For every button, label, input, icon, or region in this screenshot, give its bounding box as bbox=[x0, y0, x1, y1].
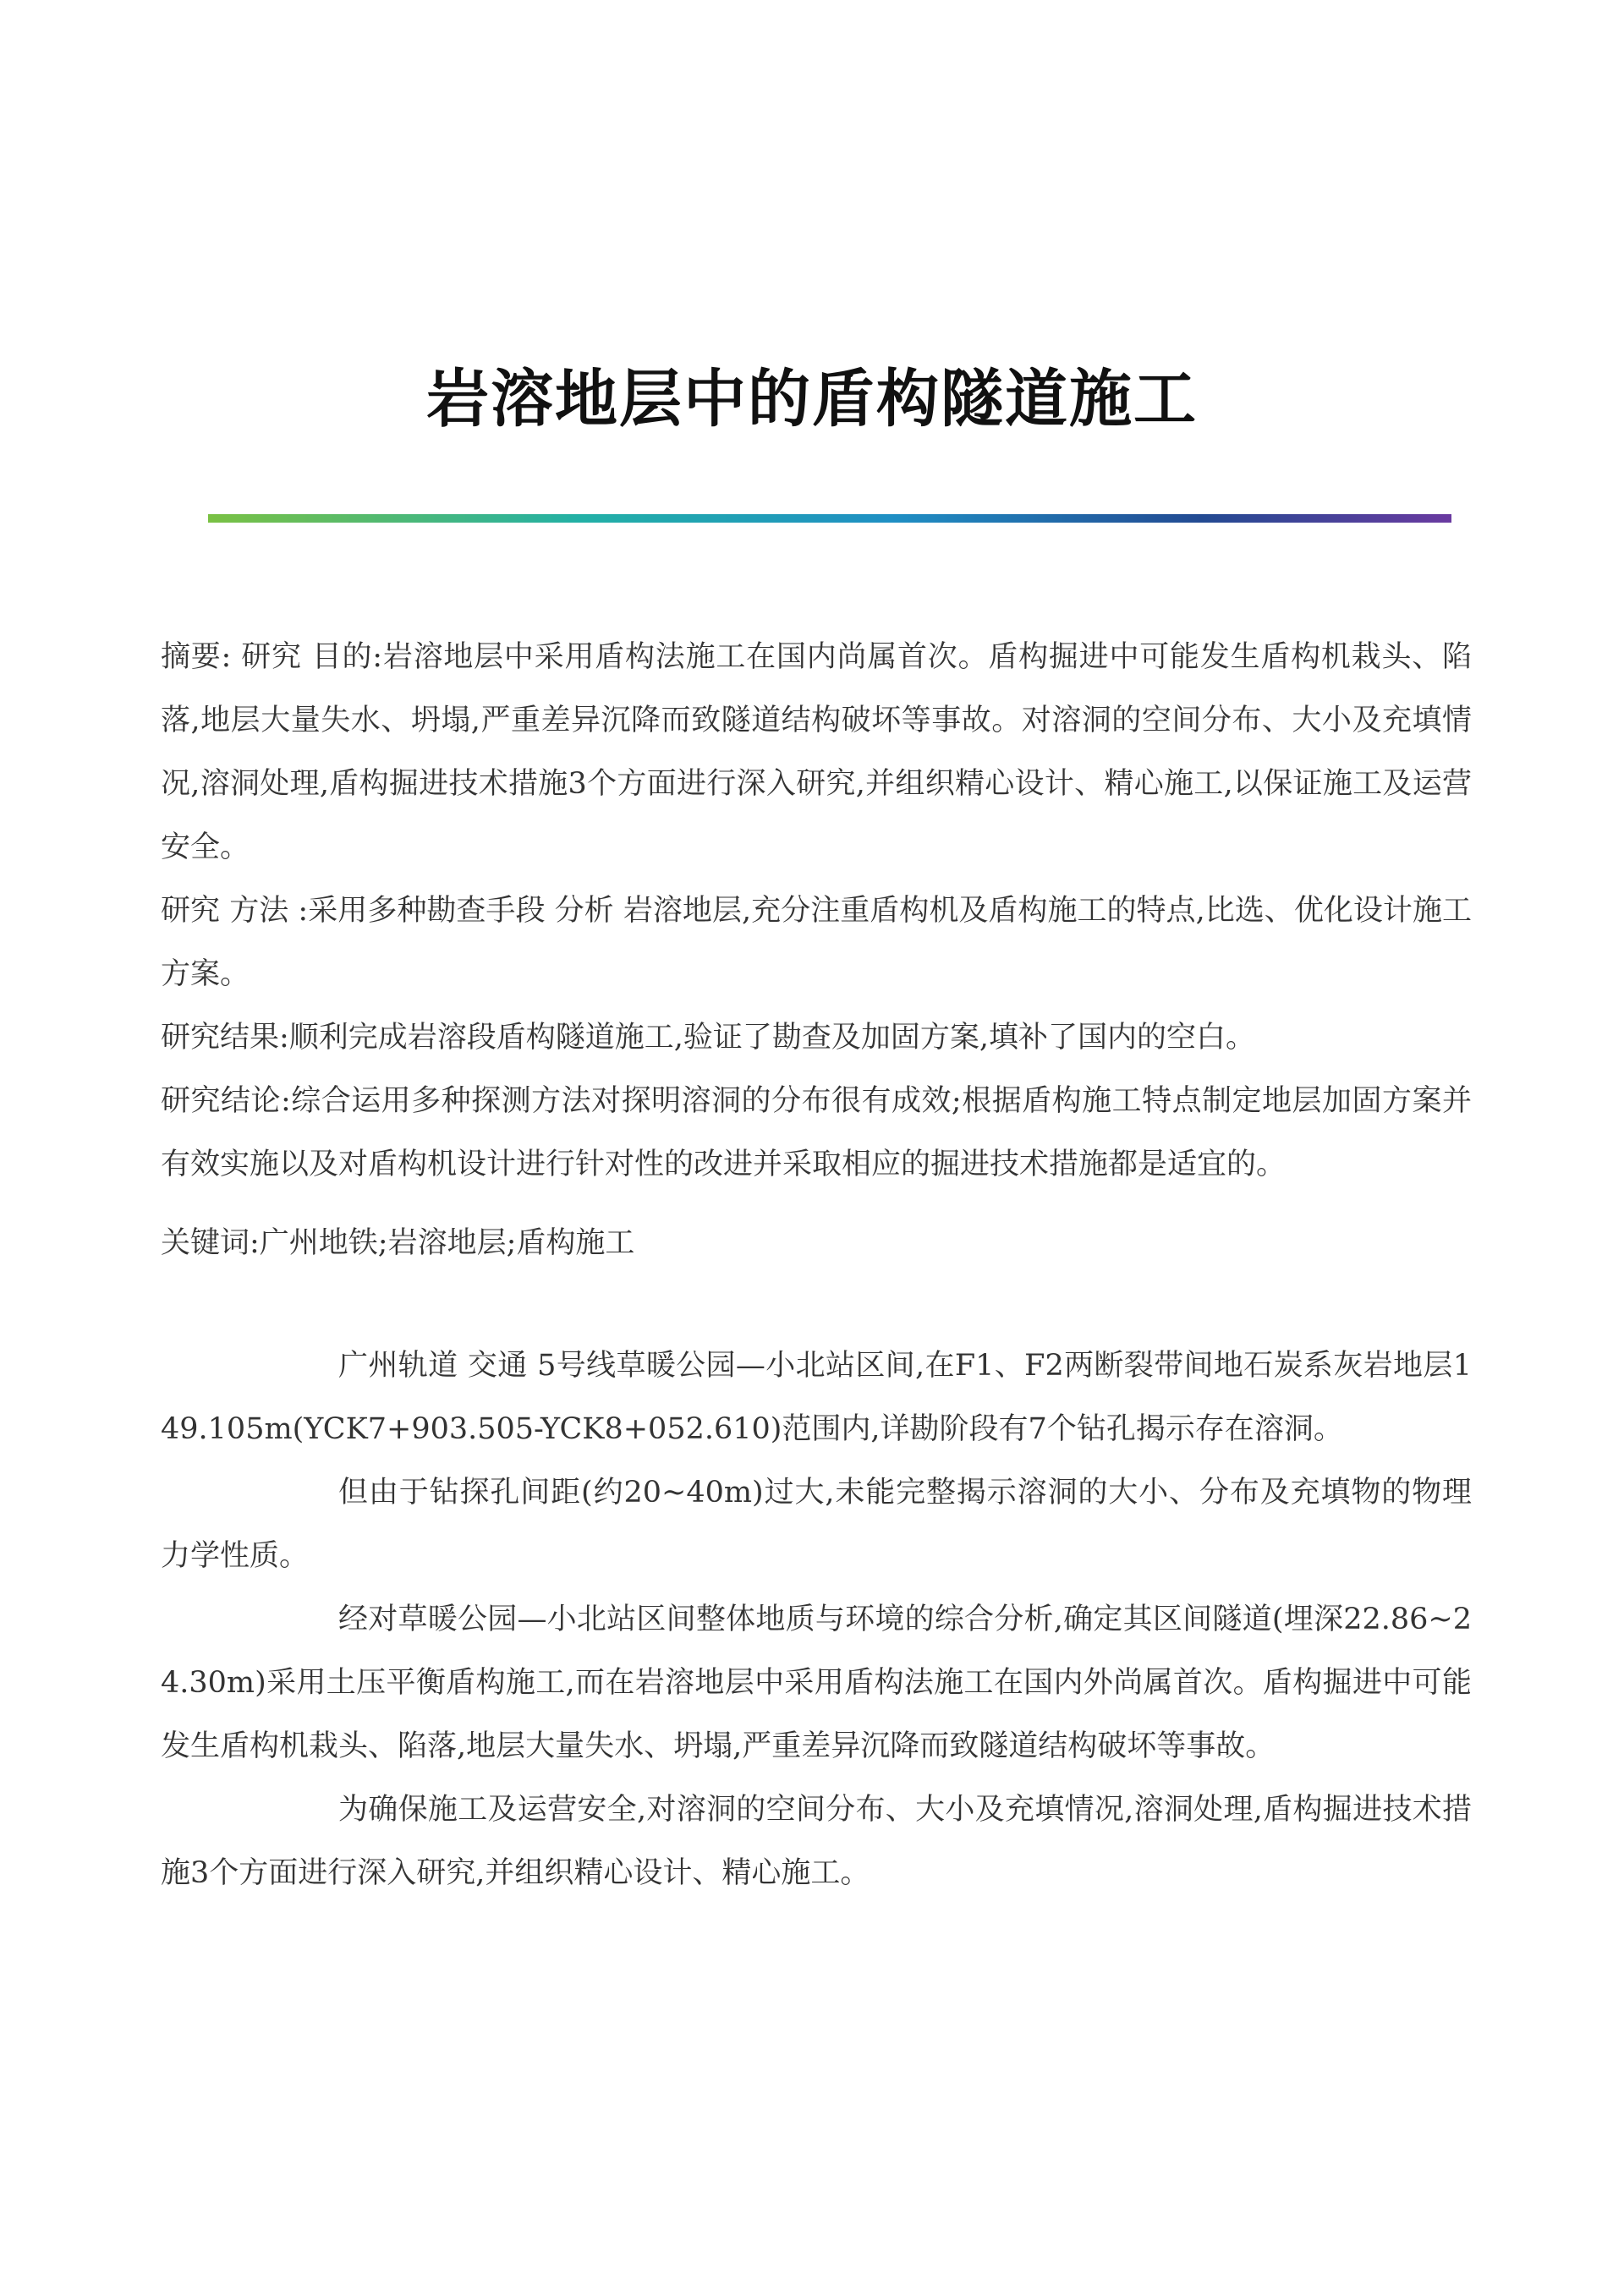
body-paragraph: 为确保施工及运营安全,对溶洞的空间分布、大小及充填情况,溶洞处理,盾构掘进技术措施3个方面进行深入研究,并组织精心设计、精心施工。 bbox=[161, 1793, 1472, 1890]
abstract-summary: 摘要: 研究 目的:岩溶地层中采用盾构法施工在国内尚属首次。盾构掘进中可能发生盾构机栽头、陷落,地层大量失水、坍塌,严重差异沉降而致隧道结构破坏等事故。对溶洞的空间分布、大小及充填情况,溶洞处理,盾构掘进技术措施3个方面进行深入研究,并组织精心设计、精心施工,以保证施工及运营安全。 bbox=[161, 640, 1472, 864]
body-paragraph: 但由于钻探孔间距(约20~40m)过大,未能完整揭示溶洞的大小、分布及充填物的物理力学性质。 bbox=[161, 1476, 1472, 1573]
abstract-method: 研究 方法 :采用多种勘查手段 分析 岩溶地层,充分注重盾构机及盾构施工的特点,比选、优化设计施工方案。 bbox=[161, 894, 1472, 991]
body-paragraph: 广州轨道 交通 5号线草暖公园—小北站区间,在F1、F2两断裂带间地石炭系灰岩地层149.105m(YCK7+903.505-YCK8+052.610)范围内,详勘阶段有7个钻孔揭示存在溶洞。 bbox=[161, 1349, 1472, 1446]
keywords: 关键词:广州地铁;岩溶地层;盾构施工 bbox=[161, 1226, 635, 1260]
document-content bbox=[161, 626, 1472, 1905]
body-paragraph: 经对草暖公园—小北站区间整体地质与环境的综合分析,确定其区间隧道(埋深22.86~24.30m)采用土压平衡盾构施工,而在岩溶地层中采用盾构法施工在国内外尚属首次。盾构掘进中可能发生盾构机栽头、陷落,地层大量失水、坍塌,严重差异沉降而致隧道结构破坏等事故。 bbox=[161, 1603, 1472, 1763]
abstract-conclusion: 研究结论:综合运用多种探测方法对探明溶洞的分布很有成效;根据盾构施工特点制定地层加固方案并有效实施以及对盾构机设计进行针对性的改进并采取相应的掘进技术措施都是适宜的。 bbox=[161, 1084, 1472, 1181]
title-divider bbox=[208, 514, 1451, 523]
abstract-result: 研究结果:顺利完成岩溶段盾构隧道施工,验证了勘查及加固方案,填补了国内的空白。 bbox=[161, 1021, 1256, 1055]
page-title: 岩溶地层中的盾构隧道施工 bbox=[426, 362, 1198, 436]
